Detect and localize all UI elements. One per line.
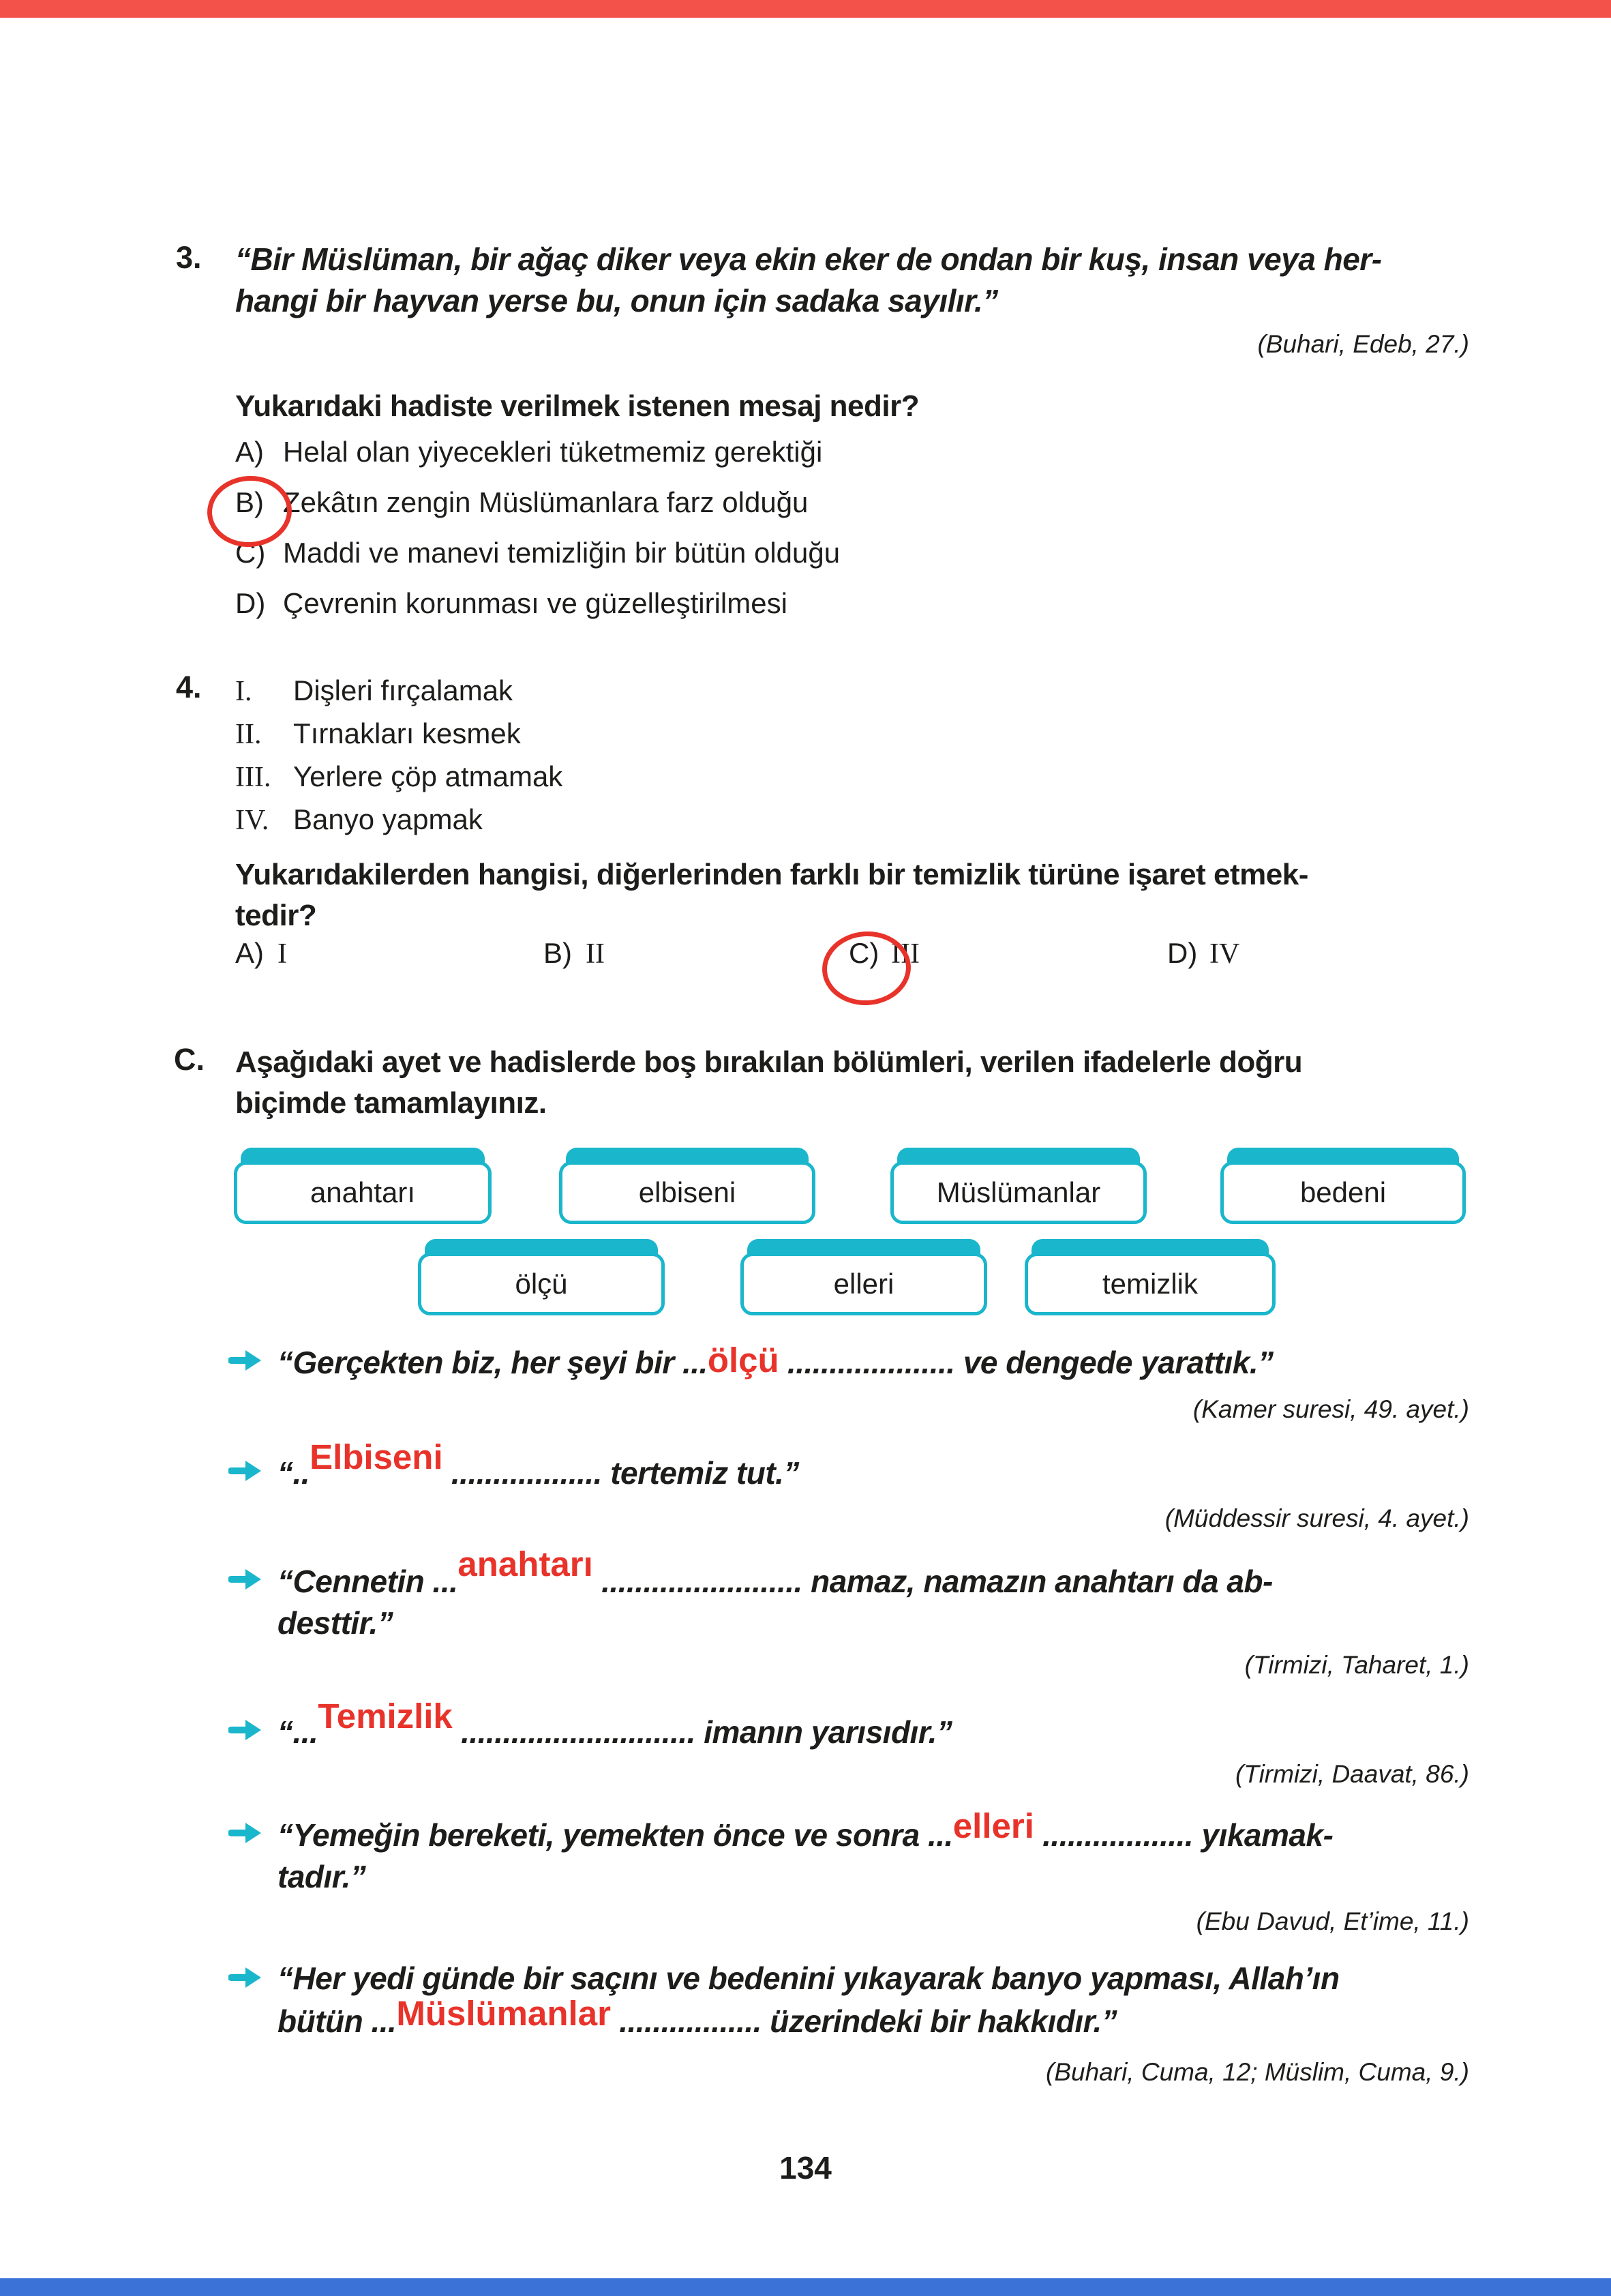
option-text: Helal olan yiyecekleri tüketmemiz gerektiği [283, 436, 823, 468]
quote-text: tadır.” [277, 1859, 366, 1894]
option-row [235, 477, 840, 528]
option-text: Zekâtın zengin Müslümanlara farz olduğu [283, 486, 809, 518]
filled-answer: Temizlik [318, 1697, 453, 1735]
item-numeral: I. [235, 676, 252, 707]
filled-answer: Elbiseni [310, 1437, 443, 1476]
word-bank-box [740, 1239, 987, 1315]
quote-text: “.. [277, 1455, 310, 1491]
option-numeral: IV [1209, 938, 1240, 970]
question-3-number: 3. [176, 240, 202, 275]
option-letter: A) [235, 937, 264, 969]
word-bank-word: anahtarı [234, 1161, 492, 1224]
option-row [1167, 937, 1239, 970]
quote-text: .................. tertemiz tut.” [442, 1455, 799, 1491]
fill-item [228, 1341, 1475, 1384]
item-text: Dişleri fırçalamak [293, 674, 513, 706]
citation: (Buhari, Cuma, 12; Müslim, Cuma, 9.) [1046, 2058, 1469, 2086]
question-4-stem [235, 854, 1308, 936]
question-4-options [0, 937, 1611, 978]
list-item [235, 713, 1479, 756]
quote-text: bütün ... [277, 2003, 397, 2039]
quote-text: ................. üzerindeki bir hakkıdır.” [610, 2003, 1117, 2039]
citation: (Ebu Davud, Et’ime, 11.) [1196, 1907, 1469, 1935]
list-item [235, 670, 1479, 713]
word-bank-box [234, 1148, 492, 1224]
section-c-instruction-line2: biçimde tamamlayınız. [235, 1086, 547, 1120]
word-bank-word: Müslümanlar [890, 1161, 1147, 1224]
quote-text: .................. yıkamak- [1034, 1817, 1334, 1853]
word-bank-word: temizlik [1025, 1253, 1276, 1315]
item-numeral: II. [235, 719, 262, 750]
quote-text: “Cennetin ... [277, 1564, 458, 1599]
word-bank-word: bedeni [1220, 1161, 1466, 1224]
filled-answer: elleri [952, 1806, 1034, 1845]
quote-text: “Yemeğin bereketi, yemekten önce ve sonra ... [277, 1817, 953, 1853]
fill-item [228, 1806, 1475, 1898]
section-c-instruction [235, 1042, 1302, 1124]
question-3-quote-line2: hangi bir hayvan yerse bu, onun için sadaka sayılır.” [235, 283, 998, 318]
arrow-icon [228, 1717, 264, 1746]
word-bank-box [1220, 1148, 1466, 1224]
option-row [543, 937, 605, 970]
quote-text: “Gerçekten biz, her şeyi bir ... [277, 1345, 708, 1380]
quote-text: desttir.” [277, 1605, 393, 1641]
option-numeral: III [891, 938, 920, 970]
word-bank-word: elleri [740, 1253, 987, 1315]
quote-text: “... [277, 1714, 318, 1750]
quote-text: ........................ namaz, namazın anahtarı da ab- [592, 1564, 1273, 1599]
option-letter: C) [849, 937, 879, 969]
option-row [235, 578, 840, 629]
arrow-icon [228, 1965, 264, 1994]
citation: (Tirmizi, Daavat, 86.) [1235, 1760, 1469, 1788]
fill-item [228, 1958, 1475, 2042]
fill-item [228, 1545, 1475, 1644]
arrow-icon [228, 1347, 264, 1377]
list-item [235, 756, 1479, 799]
question-3-quote-line1: “Bir Müslüman, bir ağaç diker veya ekin eker de ondan bir kuş, insan veya her- [235, 241, 1382, 277]
filled-answer: ölçü [707, 1341, 779, 1380]
section-c-label: C. [174, 1042, 205, 1077]
option-letter: A) [235, 436, 264, 468]
option-row [235, 427, 840, 477]
question-3-options [235, 427, 840, 629]
option-letter: B) [235, 486, 264, 518]
question-4-number: 4. [176, 670, 202, 704]
word-bank-word: elbiseni [559, 1161, 815, 1224]
arrow-icon [228, 1820, 264, 1849]
list-item [235, 799, 1479, 841]
option-row [235, 528, 840, 578]
arrow-icon [228, 1458, 264, 1487]
bottom-accent-bar [0, 2278, 1611, 2296]
word-bank-box [559, 1148, 815, 1224]
option-letter: B) [543, 937, 572, 969]
item-numeral: IV. [235, 805, 269, 836]
option-letter: D) [235, 587, 266, 619]
word-bank-word: ölçü [418, 1253, 665, 1315]
question-4-stem-line2: tedir? [235, 899, 317, 932]
filled-answer: anahtarı [457, 1545, 593, 1583]
item-text: Tırnakları kesmek [293, 717, 521, 749]
quote-text: “Her yedi günde bir saçını ve bedenini yıkayarak banyo yapması, Allah’ın [277, 1960, 1340, 1996]
citation: (Müddessir suresi, 4. ayet.) [1164, 1504, 1469, 1532]
top-accent-bar [0, 0, 1611, 18]
word-bank-box [890, 1148, 1147, 1224]
word-bank-box [418, 1239, 665, 1315]
question-3 [176, 239, 1479, 322]
page-number: 134 [779, 2150, 832, 2186]
option-numeral: II [586, 938, 605, 970]
question-3-citation: (Buhari, Edeb, 27.) [1257, 330, 1469, 358]
option-text: Çevrenin korunması ve güzelleştirilmesi [283, 587, 787, 619]
section-c-instruction-line1: Aşağıdaki ayet ve hadislerde boş bırakılan bölümleri, verilen ifadelerle doğru [235, 1045, 1303, 1079]
item-text: Yerlere çöp atmamak [293, 760, 563, 792]
word-bank-box [1025, 1239, 1276, 1315]
option-letter: D) [1167, 937, 1198, 969]
question-4 [176, 670, 1479, 841]
citation: (Kamer suresi, 49. ayet.) [1192, 1395, 1469, 1423]
question-3-stem: Yukarıdaki hadiste verilmek istenen mesaj nedir? [235, 389, 920, 423]
option-numeral: I [277, 938, 287, 970]
item-numeral: III. [235, 762, 271, 793]
option-text: Maddi ve manevi temizliğin bir bütün olduğu [283, 537, 841, 569]
option-row [235, 937, 287, 970]
item-text: Banyo yapmak [293, 803, 483, 835]
filled-answer: Müslümanlar [396, 1994, 611, 2033]
fill-item [228, 1697, 1475, 1753]
quote-text: ............................ imanın yarısıdır.” [452, 1714, 952, 1750]
fill-item [228, 1437, 1475, 1494]
quote-text: .................... ve dengede yarattık.” [779, 1345, 1274, 1380]
question-4-stem-line1: Yukarıdakilerden hangisi, diğerlerinden farklı bir temizlik türüne işaret etmek- [235, 858, 1308, 891]
option-letter: C) [235, 537, 266, 569]
citation: (Tirmizi, Taharet, 1.) [1244, 1651, 1469, 1679]
arrow-icon [228, 1566, 264, 1596]
